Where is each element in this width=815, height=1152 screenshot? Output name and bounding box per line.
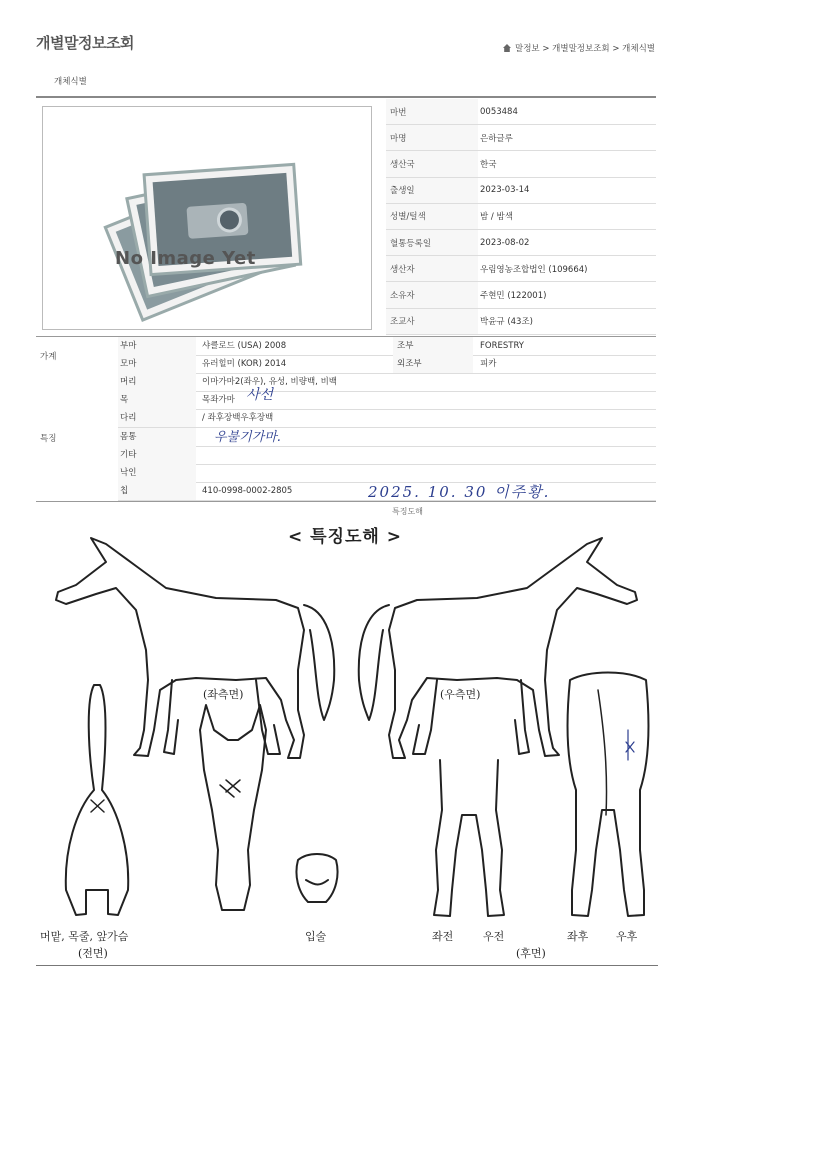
info-row bbox=[386, 256, 656, 282]
sire-row bbox=[118, 337, 656, 356]
feature-value: / 좌후장백우후장백 bbox=[202, 413, 274, 424]
info-value: 밤 / 밤색 bbox=[478, 203, 656, 229]
label-right-rear: 우후 bbox=[616, 930, 638, 943]
horse-marking-diagram bbox=[36, 530, 658, 962]
info-label: 혈통등록일 bbox=[386, 229, 478, 255]
no-image-text: No Image Yet bbox=[115, 248, 256, 269]
photo-placeholder-icon bbox=[43, 107, 371, 329]
diagram-title: < 특징도해 > bbox=[287, 527, 402, 547]
label-right-front: 우전 bbox=[483, 930, 505, 943]
section-title: 개체식별 bbox=[54, 77, 87, 87]
horse-photo bbox=[42, 106, 372, 330]
feature-row bbox=[118, 391, 656, 410]
feature-label: 낙인 bbox=[118, 464, 196, 482]
feature-row bbox=[118, 428, 656, 447]
left-side-horse-tail bbox=[304, 605, 334, 720]
front-view-outline bbox=[66, 685, 128, 915]
feature-label: 기타 bbox=[118, 446, 196, 464]
feature-row bbox=[118, 373, 656, 392]
info-label: 마명 bbox=[386, 125, 478, 151]
info-label: 출생일 bbox=[386, 177, 478, 203]
section-header bbox=[36, 62, 656, 98]
grandsire-label: 조부 bbox=[393, 337, 473, 355]
label-left-rear: 좌후 bbox=[567, 930, 589, 943]
info-value: 0053484 bbox=[478, 99, 656, 125]
feature-label: 몸통 bbox=[118, 428, 196, 446]
info-label: 소유자 bbox=[386, 282, 478, 308]
info-row bbox=[386, 151, 656, 177]
feature-row bbox=[118, 446, 656, 465]
lineage-group-label: 가계 bbox=[40, 352, 57, 362]
info-value: 2023-03-14 bbox=[478, 177, 656, 203]
info-row bbox=[386, 177, 656, 203]
info-value: 박윤규 (43조) bbox=[478, 308, 656, 334]
dam-value: 유러힐미 (KOR) 2014 bbox=[202, 359, 287, 369]
label-lips: 입술 bbox=[305, 930, 327, 943]
bottom-divider bbox=[36, 965, 658, 966]
label-rear: (후면) bbox=[516, 947, 546, 960]
home-icon[interactable] bbox=[503, 44, 511, 52]
rear-view-outline bbox=[568, 673, 649, 917]
info-row bbox=[386, 308, 656, 334]
feature-label: 목 bbox=[118, 391, 196, 409]
lips-outline bbox=[296, 854, 337, 902]
feature-row bbox=[118, 409, 656, 428]
label-front: (전면) bbox=[78, 947, 108, 960]
horse-info-table bbox=[386, 99, 656, 335]
info-value: 한국 bbox=[478, 151, 656, 177]
feature-value: 목좌가마 bbox=[202, 395, 235, 406]
damsire-label: 외조부 bbox=[393, 355, 473, 373]
right-side-horse-outline bbox=[389, 538, 637, 758]
grandsire-value: FORESTRY bbox=[480, 341, 524, 351]
info-value: 주현민 (122001) bbox=[478, 282, 656, 308]
sire-label: 부마 bbox=[118, 337, 196, 355]
feature-label: 다리 bbox=[118, 409, 196, 427]
label-left-front: 좌전 bbox=[432, 930, 454, 943]
info-label: 성별/털색 bbox=[386, 203, 478, 229]
feature-label: 머리 bbox=[118, 373, 196, 391]
breadcrumb bbox=[503, 42, 655, 54]
handwritten-body-note: 우불기가마. bbox=[214, 430, 281, 445]
dam-label: 모마 bbox=[118, 355, 196, 373]
feature-value: 이마가마2(좌우), 유성, 비량백, 비백 bbox=[202, 377, 337, 387]
damsire-value: 피카 bbox=[480, 359, 497, 369]
label-front-desc: 머맡, 목줄, 앞가슴 bbox=[40, 930, 129, 943]
feature-value: 410-0998-0002-2805 bbox=[202, 486, 293, 497]
label-right-side: (우측면) bbox=[440, 688, 481, 701]
handwritten-neck-note: 사선 bbox=[246, 387, 274, 403]
label-left-side: (좌측면) bbox=[203, 688, 244, 701]
page-title: 개별말정보조회 bbox=[36, 34, 134, 52]
features-group-label: 특징 bbox=[40, 434, 57, 444]
dam-row bbox=[118, 355, 656, 374]
sire-value: 샤클로드 (USA) 2008 bbox=[202, 341, 287, 351]
info-label: 생산국 bbox=[386, 151, 478, 177]
info-label: 생산자 bbox=[386, 256, 478, 282]
front-legs-outline bbox=[434, 760, 504, 916]
info-value: 2023-08-02 bbox=[478, 229, 656, 255]
handwritten-date-signature: 2025. 10. 30 이주황. bbox=[368, 483, 551, 501]
info-row bbox=[386, 203, 656, 229]
info-value: 우림영농조합법인 (109664) bbox=[478, 256, 656, 282]
head-front-outline bbox=[200, 705, 266, 910]
info-label: 마번 bbox=[386, 99, 478, 125]
info-row bbox=[386, 99, 656, 125]
info-row bbox=[386, 282, 656, 308]
info-row bbox=[386, 229, 656, 255]
info-value: 은하글루 bbox=[478, 125, 656, 151]
diagram-caption: 특징도해 bbox=[392, 507, 423, 516]
breadcrumb-text[interactable]: 말정보 > 개별말정보조회 > 개체식별 bbox=[514, 44, 655, 54]
info-row bbox=[386, 125, 656, 151]
detail-grid bbox=[36, 336, 656, 502]
feature-label: 칩 bbox=[118, 482, 196, 500]
right-side-horse-tail bbox=[359, 605, 389, 720]
info-label: 조교사 bbox=[386, 308, 478, 334]
left-side-horse-outline bbox=[56, 538, 304, 758]
